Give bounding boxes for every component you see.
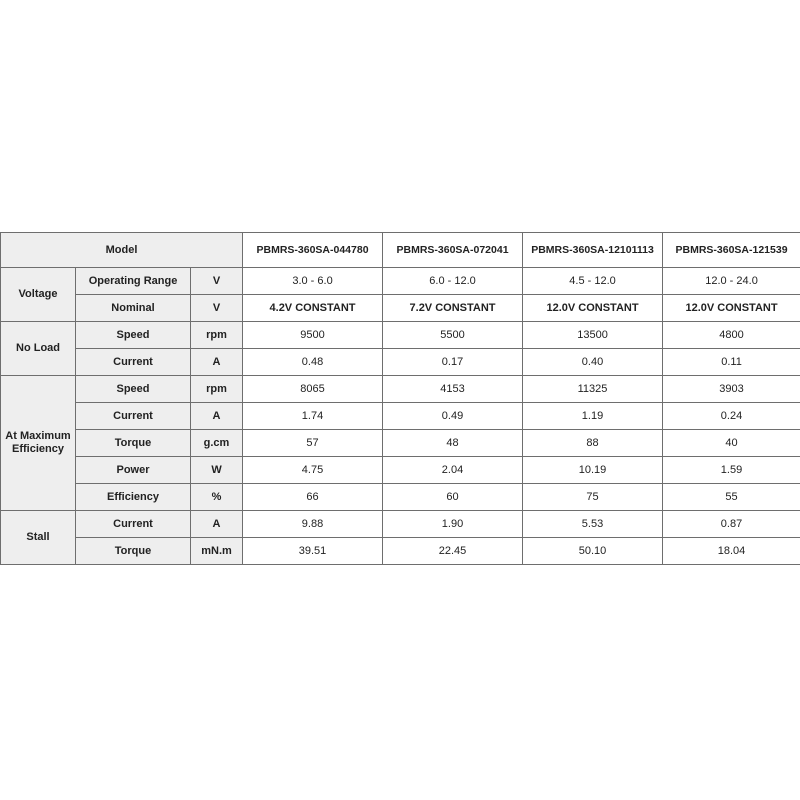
param-label: Efficiency xyxy=(76,484,191,511)
param-label: Operating Range xyxy=(76,268,191,295)
table-row xyxy=(1,376,800,403)
table-row xyxy=(1,403,800,430)
table-cell: 12.0V CONSTANT xyxy=(663,295,800,322)
table-cell: 3.0 - 6.0 xyxy=(243,268,383,295)
table-cell: 9500 xyxy=(243,322,383,349)
model-header: PBMRS-360SA-044780 xyxy=(243,233,383,268)
table-cell: 1.90 xyxy=(383,511,523,538)
table-cell: 5500 xyxy=(383,322,523,349)
unit-label: rpm xyxy=(191,322,243,349)
table-cell: 9.88 xyxy=(243,511,383,538)
motor-spec-table xyxy=(0,232,800,565)
model-header: PBMRS-360SA-072041 xyxy=(383,233,523,268)
table-cell: 6.0 - 12.0 xyxy=(383,268,523,295)
param-label: Speed xyxy=(76,376,191,403)
table-cell: 4153 xyxy=(383,376,523,403)
table-row xyxy=(1,349,800,376)
table-cell: 4.75 xyxy=(243,457,383,484)
table-cell: 75 xyxy=(523,484,663,511)
model-header: PBMRS-360SA-121539 xyxy=(663,233,800,268)
table-cell: 66 xyxy=(243,484,383,511)
table-row xyxy=(1,268,800,295)
table-cell: 8065 xyxy=(243,376,383,403)
param-label: Torque xyxy=(76,538,191,565)
table-row xyxy=(1,295,800,322)
table-cell: 7.2V CONSTANT xyxy=(383,295,523,322)
group-label-no-load: No Load xyxy=(1,322,76,376)
param-label: Speed xyxy=(76,322,191,349)
table-cell: 2.04 xyxy=(383,457,523,484)
table-header-row xyxy=(1,233,800,268)
table-cell: 10.19 xyxy=(523,457,663,484)
table-cell: 50.10 xyxy=(523,538,663,565)
table-cell: 60 xyxy=(383,484,523,511)
table-row xyxy=(1,322,800,349)
table-cell: 11325 xyxy=(523,376,663,403)
table-cell: 12.0 - 24.0 xyxy=(663,268,800,295)
table-cell: 0.48 xyxy=(243,349,383,376)
table-cell: 0.17 xyxy=(383,349,523,376)
unit-label: A xyxy=(191,349,243,376)
table-cell: 0.24 xyxy=(663,403,800,430)
table-cell: 4.2V CONSTANT xyxy=(243,295,383,322)
unit-label: V xyxy=(191,268,243,295)
unit-label: rpm xyxy=(191,376,243,403)
table-row xyxy=(1,430,800,457)
table-cell: 22.45 xyxy=(383,538,523,565)
param-label: Current xyxy=(76,511,191,538)
table-row xyxy=(1,484,800,511)
table-cell: 4800 xyxy=(663,322,800,349)
table-row xyxy=(1,538,800,565)
table-cell: 0.11 xyxy=(663,349,800,376)
table-cell: 48 xyxy=(383,430,523,457)
param-label: Torque xyxy=(76,430,191,457)
unit-label: mN.m xyxy=(191,538,243,565)
table-cell: 55 xyxy=(663,484,800,511)
unit-label: g.cm xyxy=(191,430,243,457)
model-header: PBMRS-360SA-12101113 xyxy=(523,233,663,268)
table-cell: 0.49 xyxy=(383,403,523,430)
table-cell: 40 xyxy=(663,430,800,457)
table-cell: 39.51 xyxy=(243,538,383,565)
table-row xyxy=(1,457,800,484)
unit-label: % xyxy=(191,484,243,511)
table-cell: 13500 xyxy=(523,322,663,349)
model-label: Model xyxy=(1,233,243,268)
unit-label: W xyxy=(191,457,243,484)
table-cell: 5.53 xyxy=(523,511,663,538)
table-cell: 0.40 xyxy=(523,349,663,376)
group-label-max-efficiency: At Maximum Efficiency xyxy=(1,376,76,511)
param-label: Nominal xyxy=(76,295,191,322)
table-row xyxy=(1,511,800,538)
param-label: Current xyxy=(76,349,191,376)
unit-label: A xyxy=(191,403,243,430)
table-cell: 1.59 xyxy=(663,457,800,484)
param-label: Power xyxy=(76,457,191,484)
table-cell: 18.04 xyxy=(663,538,800,565)
table-cell: 1.74 xyxy=(243,403,383,430)
table-cell: 12.0V CONSTANT xyxy=(523,295,663,322)
param-label: Current xyxy=(76,403,191,430)
table-cell: 57 xyxy=(243,430,383,457)
group-label-stall: Stall xyxy=(1,511,76,565)
table-cell: 0.87 xyxy=(663,511,800,538)
group-label-voltage: Voltage xyxy=(1,268,76,322)
table-cell: 4.5 - 12.0 xyxy=(523,268,663,295)
table-cell: 3903 xyxy=(663,376,800,403)
table-cell: 1.19 xyxy=(523,403,663,430)
unit-label: V xyxy=(191,295,243,322)
table-cell: 88 xyxy=(523,430,663,457)
unit-label: A xyxy=(191,511,243,538)
